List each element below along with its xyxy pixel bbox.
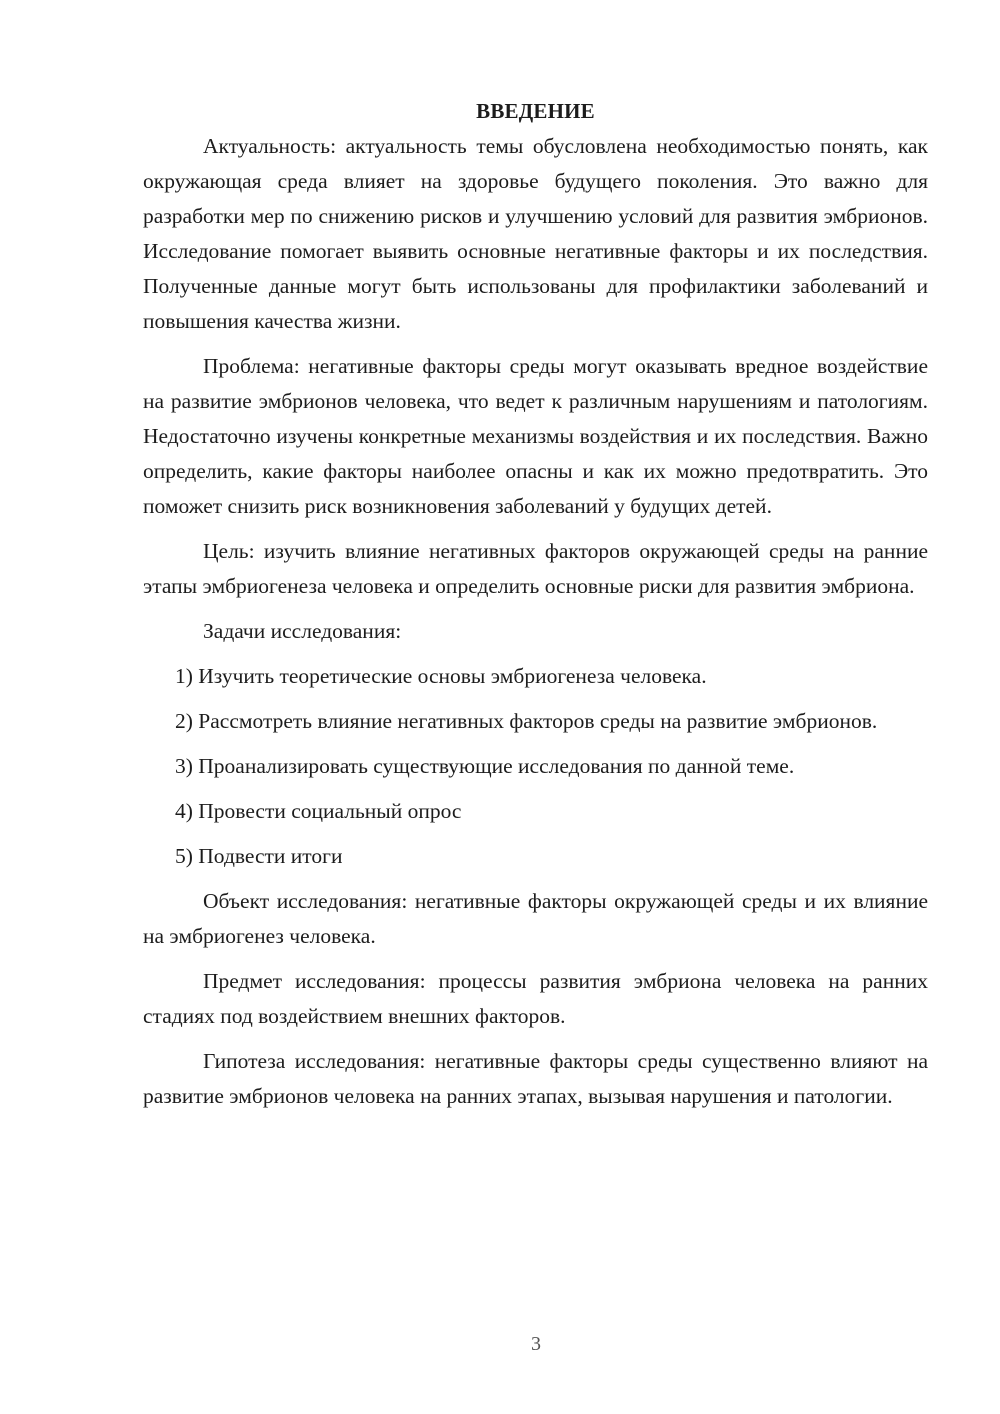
task-item: 3) Проанализировать существующие исследования по данной теме. [175,754,795,778]
page-content [143,94,928,1124]
task-item: 2) Рассмотреть влияние негативных факторов среды на развитие эмбрионов. [175,709,878,733]
task-item: 5) Подвести итоги [175,844,343,868]
problem-paragraph: Проблема: негативные факторы среды могут оказывать вредное воздействие на развитие эмбрионов человека, что ведет к различным нарушениям и патологиям. Недостаточно изучены конкретные механизмы воздействия и их последствия. Важно определить, какие факторы наиболее опасны и как их можно предотвратить. Это поможет снизить риск возникновения заболеваний у будущих детей. [143,354,928,518]
goal-paragraph: Цель: изучить влияние негативных факторов окружающей среды на ранние этапы эмбриогенеза человека и определить основные риски для развития эмбриона. [143,539,928,598]
hypothesis-paragraph: Гипотеза исследования: негативные факторы среды существенно влияют на развитие эмбрионов человека на ранних этапах, вызывая нарушения и патологии. [143,1049,928,1108]
tasks-heading: Задачи исследования: [203,619,402,643]
object-paragraph: Объект исследования: негативные факторы окружающей среды и их влияние на эмбриогенез человека. [143,889,928,948]
task-item: 4) Провести социальный опрос [175,799,462,823]
subject-paragraph: Предмет исследования: процессы развития эмбриона человека на ранних стадиях под воздействием внешних факторов. [143,969,928,1028]
page-number: 3 [531,1333,541,1355]
tasks-list [143,659,928,874]
task-item: 1) Изучить теоретические основы эмбриогенеза человека. [175,664,707,688]
section-title: ВВЕДЕНИЕ [476,99,595,123]
relevance-paragraph: Актуальность: актуальность темы обусловлена необходимостью понять, как окружающая среда влияет на здоровье будущего поколения. Это важно для разработки мер по снижению рисков и улучшению условий для развития эмбрионов. Исследование помогает выявить основные негативные факторы и их последствия. Полученные данные могут быть использованы для профилактики заболеваний и повышения качества жизни. [143,134,928,333]
